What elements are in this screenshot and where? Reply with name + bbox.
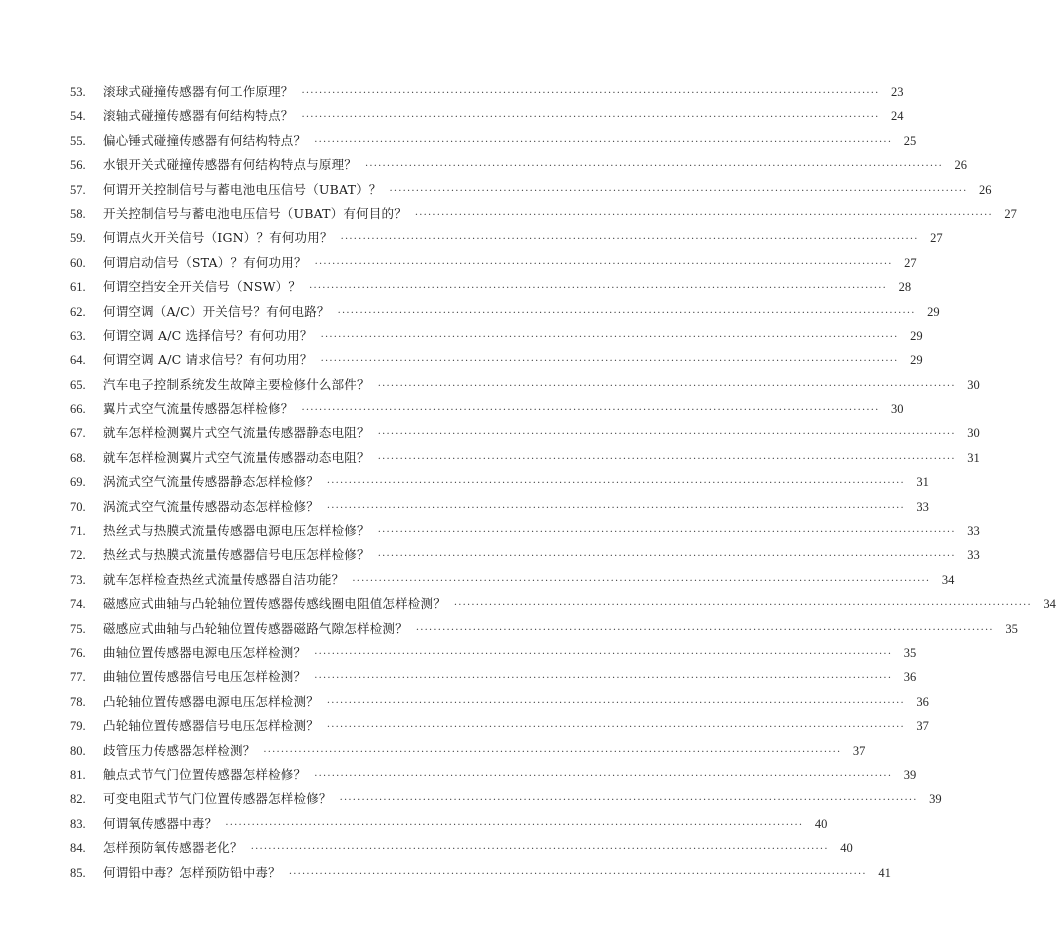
toc-entry-page-number: 28 [898, 280, 912, 295]
toc-entry[interactable] [70, 373, 980, 397]
toc-entry[interactable] [70, 348, 923, 372]
toc-entry-title: 何谓开关控制信号与蓄电池电压信号（UBAT）？ [103, 181, 382, 197]
toc-entry-title: 触点式节气门位置传感器怎样检修？ [103, 766, 307, 782]
toc-entry[interactable] [70, 787, 942, 811]
toc-entry-page-number: 27 [1004, 206, 1017, 221]
toc-entry[interactable] [70, 129, 917, 153]
toc-entry[interactable] [70, 80, 904, 104]
toc-dot-leader [454, 594, 1032, 618]
toc-entry-title: 何谓空调（A/C）开关信号？有何电路？ [103, 303, 330, 319]
toc-dot-leader [378, 423, 956, 447]
toc-entry-number: 54. [70, 109, 86, 124]
toc-entry-number: 63. [70, 328, 86, 343]
toc-dot-leader [321, 350, 899, 374]
toc-entry-page-number: 35 [903, 645, 917, 660]
toc-entry[interactable] [70, 714, 929, 738]
toc-entry-number: 59. [70, 231, 86, 246]
toc-entry[interactable] [70, 641, 917, 665]
toc-dot-leader [340, 789, 918, 813]
toc-entry[interactable] [70, 519, 980, 543]
toc-entry-page-number: 34 [941, 572, 955, 587]
toc-entry[interactable] [70, 226, 943, 250]
toc-entry-page-number: 27 [930, 231, 943, 246]
toc-entry-title: 凸轮轴位置传感器信号电压怎样检测？ [103, 718, 319, 734]
toc-entry[interactable] [70, 690, 929, 714]
toc-entry-page-number: 39 [929, 792, 942, 807]
toc-entry[interactable] [70, 861, 891, 885]
toc-entry[interactable] [70, 202, 1017, 226]
toc-entry[interactable] [70, 739, 866, 763]
toc-entry-title: 何谓氧传感器中毒？ [103, 815, 218, 831]
toc-entry-number: 78. [70, 694, 86, 709]
toc-entry-number: 76. [70, 645, 86, 660]
toc-entry-title: 可变电阻式节气门位置传感器怎样检修？ [103, 791, 332, 807]
toc-dot-leader [314, 667, 892, 691]
toc-dot-leader [314, 131, 892, 155]
toc-entry-page-number: 33 [916, 499, 929, 514]
toc-entry-number: 80. [70, 743, 86, 758]
toc-dot-leader [327, 692, 905, 716]
toc-entry-number: 64. [70, 353, 86, 368]
toc-entry-page-number: 33 [967, 548, 980, 563]
toc-entry-title: 就车怎样检测翼片式空气流量传感器静态电阻？ [103, 425, 370, 441]
toc-entry[interactable] [70, 324, 923, 348]
toc-entry[interactable] [70, 251, 917, 275]
toc-entry-title: 何谓空挡安全开关信号（NSW）？ [103, 279, 302, 295]
toc-dot-leader [314, 765, 892, 789]
toc-dot-leader [263, 741, 841, 765]
toc-entry-title: 汽车电子控制系统发生故障主要检修什么部件？ [103, 376, 370, 392]
toc-entry-page-number: 37 [916, 719, 929, 734]
toc-dot-leader [338, 302, 916, 326]
toc-entry-number: 56. [70, 158, 86, 173]
toc-dot-leader [289, 863, 867, 887]
toc-entry[interactable] [70, 300, 940, 324]
toc-entry-page-number: 30 [891, 402, 904, 417]
toc-entry-number: 82. [70, 792, 86, 807]
toc-entry-title: 曲轴位置传感器电源电压怎样检测？ [103, 644, 307, 660]
toc-entry-page-number: 34 [1043, 597, 1056, 612]
toc-entry[interactable] [70, 397, 904, 421]
toc-entry-title: 翼片式空气流量传感器怎样检修？ [103, 401, 294, 417]
toc-entry-title: 何谓空调 A/C 选择信号？有何功用？ [103, 327, 313, 343]
toc-dot-leader [225, 814, 803, 838]
toc-dot-leader [302, 106, 880, 130]
toc-entry-number: 77. [70, 670, 86, 685]
toc-entry-title: 何谓铅中毒？怎样预防铅中毒？ [103, 864, 281, 880]
toc-entry-number: 66. [70, 402, 86, 417]
toc-dot-leader [378, 545, 956, 569]
toc-entry-title: 滚轴式碰撞传感器有何结构特点？ [103, 108, 294, 124]
toc-entry-page-number: 29 [927, 304, 940, 319]
toc-entry-title: 偏心锤式碰撞传感器有何结构特点？ [103, 132, 307, 148]
toc-entry-number: 68. [70, 450, 86, 465]
toc-entry-title: 磁感应式曲轴与凸轮轴位置传感器传感线圈电阻值怎样检测？ [103, 596, 446, 612]
toc-entry-number: 70. [70, 499, 86, 514]
toc-entry[interactable] [70, 446, 980, 470]
toc-dot-leader [365, 155, 943, 179]
toc-entry-page-number: 37 [852, 743, 866, 758]
toc-entry-page-number: 40 [814, 816, 828, 831]
toc-entry[interactable] [70, 470, 929, 494]
toc-entry-number: 81. [70, 767, 86, 782]
toc-entry-page-number: 36 [916, 694, 929, 709]
toc-entry-number: 71. [70, 524, 86, 539]
toc-dot-leader [352, 570, 930, 594]
toc-entry-title: 就车怎样检测翼片式空气流量传感器动态电阻？ [103, 449, 370, 465]
toc-entry[interactable] [70, 153, 968, 177]
toc-entry-page-number: 35 [1005, 621, 1018, 636]
toc-entry-number: 61. [70, 280, 86, 295]
toc-dot-leader [327, 472, 905, 496]
toc-dot-leader [302, 82, 880, 106]
toc-entry-title: 何谓空调 A/C 请求信号？有何功用？ [103, 352, 313, 368]
toc-entry[interactable] [70, 763, 917, 787]
toc-entry[interactable] [70, 592, 1056, 616]
toc-entry-page-number: 31 [967, 450, 980, 465]
toc-entry-page-number: 30 [967, 377, 980, 392]
toc-entry-title: 怎样预防氧传感器老化？ [103, 840, 243, 856]
toc-entry-page-number: 26 [979, 182, 992, 197]
toc-entry-page-number: 29 [910, 353, 923, 368]
toc-entry-number: 74. [70, 597, 86, 612]
toc-dot-leader [314, 643, 892, 667]
toc-entry[interactable] [70, 275, 912, 299]
toc-entry-page-number: 39 [903, 767, 917, 782]
toc-entry[interactable] [70, 812, 828, 836]
toc-dot-leader [378, 375, 956, 399]
toc-entry[interactable] [70, 178, 992, 202]
toc-dot-leader [251, 838, 829, 862]
toc-dot-leader [309, 277, 887, 301]
toc-entry[interactable] [70, 568, 955, 592]
toc-dot-leader [341, 228, 919, 252]
toc-entry-page-number: 25 [903, 133, 917, 148]
toc-entry-page-number: 23 [891, 85, 904, 99]
toc-entry-title: 热丝式与热膜式流量传感器信号电压怎样检修？ [103, 547, 370, 563]
toc-entry-title: 何谓启动信号（STA）？有何功用？ [103, 254, 307, 270]
toc-entry-number: 73. [70, 572, 86, 587]
toc-entry-title: 滚球式碰撞传感器有何工作原理？ [103, 84, 294, 99]
toc-entry-page-number: 33 [967, 524, 980, 539]
toc-dot-leader [378, 521, 956, 545]
toc-entry-number: 69. [70, 475, 86, 490]
toc-entry-number: 62. [70, 304, 86, 319]
toc-entry-number: 65. [70, 377, 86, 392]
toc-entry[interactable] [70, 836, 853, 860]
toc-entry[interactable] [70, 617, 1018, 641]
toc-entry-page-number: 26 [954, 158, 968, 173]
toc-dot-leader [416, 619, 994, 643]
toc-entry-page-number: 24 [891, 109, 904, 124]
toc-entry[interactable] [70, 543, 980, 567]
toc-entry-title: 何谓点火开关信号（IGN）？有何功用？ [103, 230, 333, 246]
toc-entry-number: 60. [70, 255, 86, 270]
toc-entry[interactable] [70, 665, 917, 689]
toc-entry-number: 58. [70, 206, 86, 221]
toc-entry-page-number: 27 [904, 255, 917, 270]
toc-entry-number: 84. [70, 841, 86, 856]
toc-entry-page-number: 36 [903, 670, 917, 685]
toc-entry-number: 83. [70, 816, 86, 831]
toc-dot-leader [327, 497, 905, 521]
toc-entry-title: 歧管压力传感器怎样检测？ [103, 742, 256, 758]
toc-entry[interactable] [70, 104, 904, 128]
toc-entry-number: 79. [70, 719, 86, 734]
toc-entry-number: 57. [70, 182, 86, 197]
toc-entry-title: 热丝式与热膜式流量传感器电源电压怎样检修？ [103, 523, 370, 539]
toc-entry[interactable] [70, 495, 929, 519]
toc-entry-number: 75. [70, 621, 86, 636]
toc-entry-number: 85. [70, 865, 86, 880]
toc-entry-title: 凸轮轴位置传感器电源电压怎样检测？ [103, 693, 319, 709]
toc-entry-title: 就车怎样检查热丝式流量传感器自洁功能？ [103, 571, 345, 587]
toc-entry-number: 67. [70, 426, 86, 441]
toc-dot-leader [321, 326, 899, 350]
toc-entry-page-number: 31 [916, 475, 929, 490]
table-of-contents [70, 80, 1056, 885]
toc-entry-page-number: 30 [967, 426, 980, 441]
toc-entry[interactable] [70, 421, 980, 445]
toc-entry-number: 53. [70, 85, 86, 99]
toc-entry-page-number: 41 [878, 865, 891, 880]
toc-entry-title: 曲轴位置传感器信号电压怎样检测？ [103, 669, 307, 685]
toc-entry-number: 72. [70, 548, 86, 563]
toc-dot-leader [390, 180, 968, 204]
toc-dot-leader [378, 448, 956, 472]
toc-entry-title: 涡流式空气流量传感器静态怎样检修？ [103, 474, 319, 490]
toc-entry-page-number: 40 [840, 841, 853, 856]
toc-entry-title: 水银开关式碰撞传感器有何结构特点与原理？ [103, 157, 358, 173]
toc-dot-leader [415, 204, 993, 228]
toc-entry-title: 磁感应式曲轴与凸轮轴位置传感器磁路气隙怎样检测？ [103, 620, 408, 636]
toc-entry-number: 55. [70, 133, 86, 148]
toc-dot-leader [302, 399, 880, 423]
toc-entry-title: 开关控制信号与蓄电池电压信号（UBAT）有何目的？ [103, 205, 407, 221]
toc-dot-leader [315, 253, 893, 277]
toc-dot-leader [327, 716, 905, 740]
toc-entry-title: 涡流式空气流量传感器动态怎样检修？ [103, 498, 319, 514]
toc-entry-page-number: 29 [910, 328, 923, 343]
